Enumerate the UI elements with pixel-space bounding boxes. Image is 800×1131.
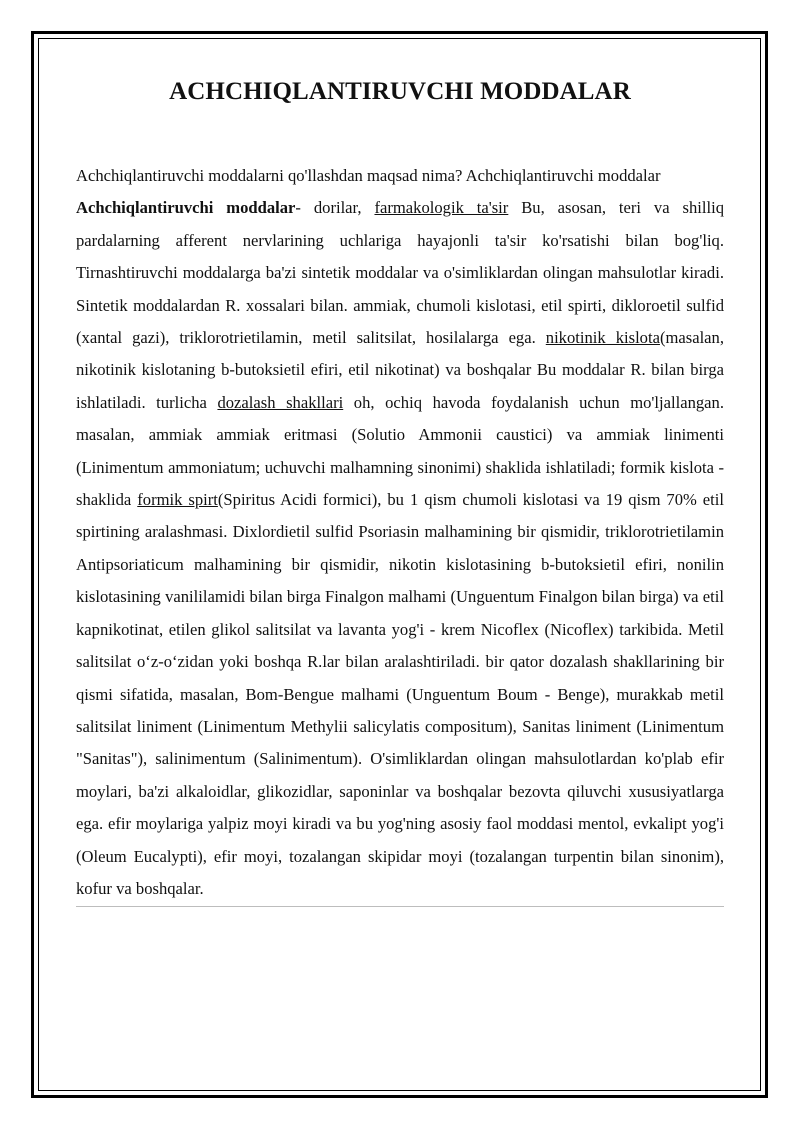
text-segment-1: - dorilar,	[295, 198, 375, 218]
text-segment-4: oh, ochiq havoda foydalanish uchun mo'ljallangan. masalan, ammiak ammiak eritmasi (Solutio Ammonii caustici) va ammiak linimenti (Linimentum ammoniatum; uchuvchi malhamning sinonimi) shaklida ishlatiladi; formik kislota - shaklida	[76, 392, 724, 510]
lead-term: Achchiqlantiruvchi moddalar	[76, 198, 296, 218]
end-divider	[76, 906, 724, 907]
text-segment-5: (Spiritus Acidi formici), bu 1 qism chumoli kislotasi va 19 qism 70% etil spirtining aralashmasi. Dixlordietil sulfid Psoriasin malhamining bir qismidir, triklorotrietilamin Antipsoriaticum malhamining bir qismidir, nikotin kislotasining b-butoksietil efiri, nonilin kislotasining vanililamidi bilan birga Finalgon malhami (Unguentum Finalgon bilan birga) va etil kapnikotinat, etilen glikol salitsilat va lavanta yog'i - krem Nicoflex (Nicoflex) tarkibida. Metil salitsilat o‘z-o‘zidan yoki boshqa R.lar bilan aralashtiriladi. bir qator dozalash shakllarining bir qismi sifatida, masalan, Bom-Bengue malhami (Unguentum Boum - Benge), murakkab metil salitsilat liniment (Linimentum Methylii salicylatis compositum), Sanitas liniment (Linimentum "Sanitas"), salinimentum (Salinimentum). O'simliklardan olingan mahsulotlardan ko'plab efir moylari, ba'zi alkaloidlar, glikozidlar, saponinlar va boshqalar bezovta qiluvchi xususiyatlarga ega. efir moylariga yalpiz moyi kiradi va bu yog'ning asosiy faol moddasi mentol, evkalipt yog'i (Oleum Eucalypti), efir moyi, tozalangan skipidar moyi (tozalangan turpentin bilan sinonim), kofur va boshqalar.	[76, 490, 724, 898]
link-formik-spirt[interactable]: formik spirt	[137, 490, 218, 510]
text-segment-3: (masalan, nikotinik kislotaning b-butoksietil efiri, etil nikotinat) va boshqalar Bu moddalar R. bilan birga ishlatiladi. turlicha	[76, 328, 724, 412]
page-title: ACHCHIQLANTIRUVCHI MODDALAR	[169, 78, 631, 105]
text-segment-2: Bu, asosan, teri va shilliq pardalarning afferent nervlarining uchlariga hayajonli ta'sir ko'rsatishi bilan bog'liq. Tirnashtiruvchi moddalarga ba'zi sintetik moddalar va o'simliklardan olingan mahsulotlar kiradi. Sintetik moddalardan R. xossalari bilan. ammiak, chumoli kislotasi, etil spirti, dikloroetil sulfid (xantal gazi), triklorotrietilamin, metil salitsilat, hosilalarga ega.	[76, 198, 724, 348]
main-paragraph	[76, 192, 724, 905]
intro-text: Achchiqlantiruvchi moddalarni qo'llashdan maqsad nima? Achchiqlantiruvchi moddalar	[76, 166, 661, 185]
link-nikotinik-kislota[interactable]: nikotinik kislota	[545, 328, 660, 348]
link-dozalash-shakllari[interactable]: dozalash shakllari	[217, 392, 344, 412]
link-farmakologik-tasir[interactable]: farmakologik ta'sir	[374, 198, 509, 218]
document-body	[76, 72, 724, 907]
